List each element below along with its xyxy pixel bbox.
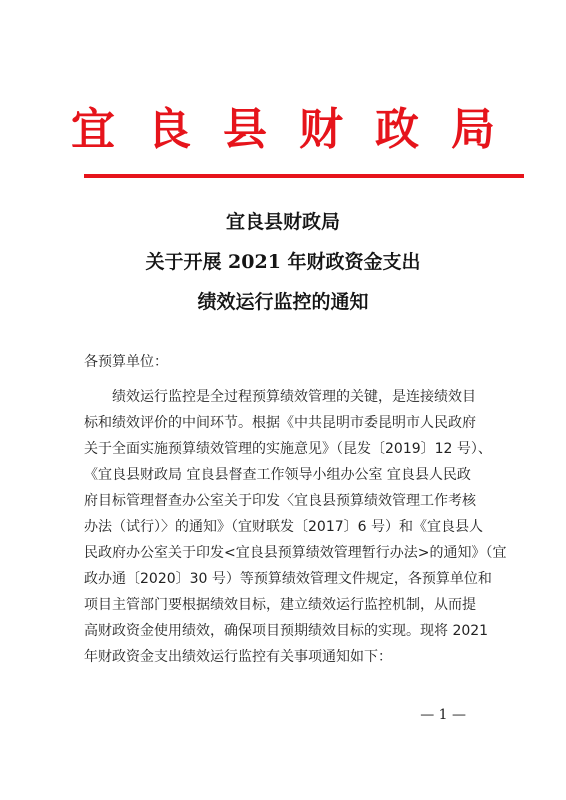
body-line: 民政府办公室关于印发<宜良县预算绩效管理暂行办法>的通知》（宜 xyxy=(84,545,507,561)
body-line: 《宜良县财政局 宜良县督查工作领导小组办公室 宜良县人民政 xyxy=(84,467,471,483)
salutation: 各预算单位： xyxy=(84,354,168,370)
document-title-line-3: 绩效运行监控的通知 xyxy=(197,291,369,313)
document-title-line-2: 关于开展 2021 年财政资金支出 xyxy=(145,251,421,273)
page-number: — 1 — xyxy=(420,707,466,723)
body-line: 关于全面实施预算绩效管理的实施意见》（昆发〔2019〕12 号）、 xyxy=(84,441,492,457)
body-line: 办法（试行）〉的通知》（宜财联发〔2017〕6 号）和《宜良县人 xyxy=(84,519,483,535)
body-line: 政办通〔2020〕30 号）等预算绩效管理文件规定，各预算单位和 xyxy=(84,571,492,587)
red-header-rule xyxy=(84,174,524,178)
body-line: 年财政资金支出绩效运行监控有关事项通知如下： xyxy=(84,649,392,665)
body-line: 绩效运行监控是全过程预算绩效管理的关键，是连接绩效目 xyxy=(112,389,476,405)
body-line: 府目标管理督查办公室关于印发〈宜良县预算绩效管理工作考核 xyxy=(84,493,476,509)
issuing-authority-header: 宜良县财政局 xyxy=(71,104,527,155)
body-line: 高财政资金使用绩效，确保项目预期绩效目标的实现。现将 2021 xyxy=(84,623,489,639)
body-line: 项目主管部门要根据绩效目标，建立绩效运行监控机制，从而提 xyxy=(84,597,476,613)
body-paragraph xyxy=(84,384,532,670)
body-line: 标和绩效评价的中间环节。根据《中共昆明市委昆明市人民政府 xyxy=(84,415,476,431)
document-title-line-1: 宜良县财政局 xyxy=(225,211,340,233)
